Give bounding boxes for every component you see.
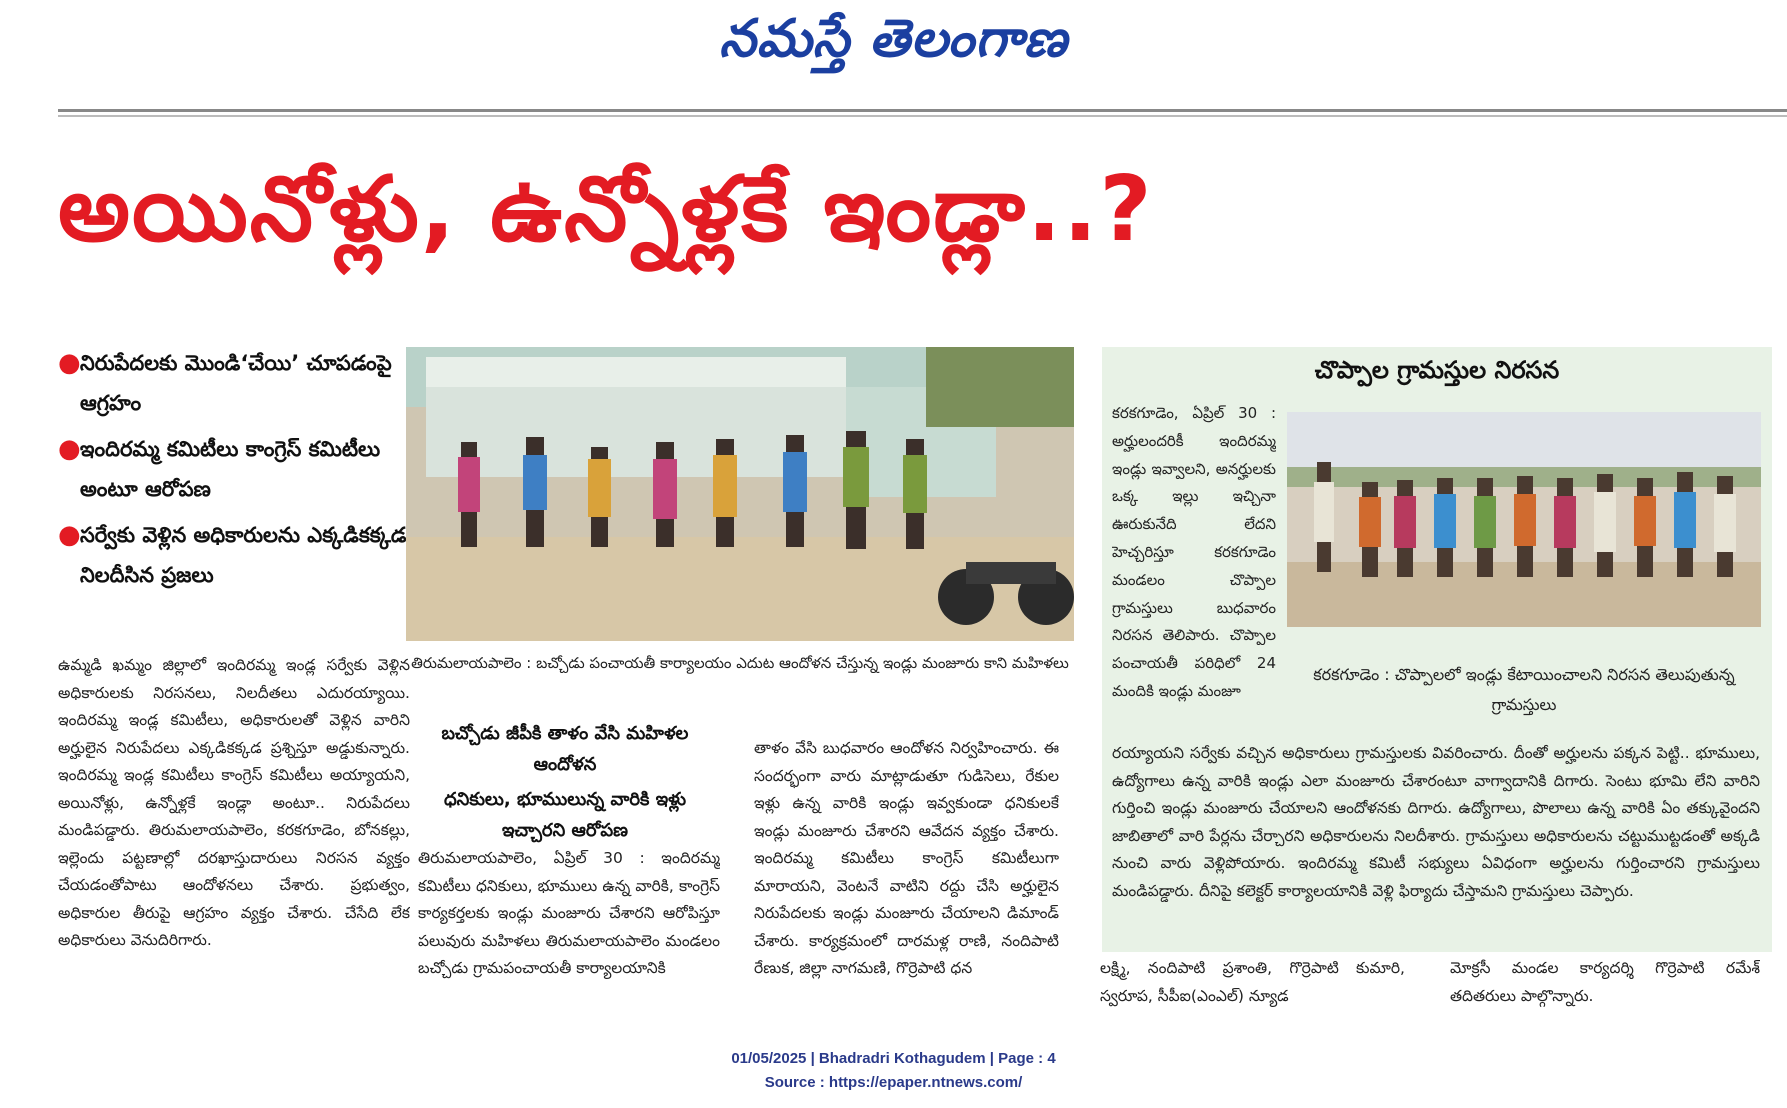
highlight-item — [58, 429, 408, 509]
story1-subhead: బచ్చోడు జీపీకి తాళం వేసి మహిళల ఆందోళన — [441, 723, 689, 775]
footer — [0, 1047, 1787, 1095]
story1-body-col4: మోక్రసీ మండల కార్యదర్శి గొర్రెపాటి రమేశ్ తదితరులు పాల్గొన్నారు. — [1450, 959, 1760, 1005]
highlight-text: సర్వేకు వెళ్లిన అధికారులను ఎక్కడికక్కడ నిలదీసిన ప్రజలు — [80, 523, 407, 587]
highlights-list — [58, 343, 408, 601]
story2-body-bottom: రయ్యాయని సర్వేకు వచ్చిన అధికారులు గ్రామస్తులకు వివరించారు. దీంతో అర్హులను పక్కన పెట్టి.. భూములు, ఉద్యోగాలు ఉన్న వారికి ఇండ్లు ఎలా మంజూరు చేశారంటూ వాగ్వాదానికి దిగారు. సెంటు భూమి లేని వారిని గుర్తించి ఇండ్లు మంజూరు చేయాలని ఆందోళనకు దిగారు. ఉద్యోగాలు, పొలాలు ఉన్న వారికి ఏం తక్కువైందని జాబితాలో వారి పేర్లను చేర్చారని అధికారులను నిలదీశారు. గ్రామస్తులు అధికారులను చట్టుముట్టడంతో అక్కడి నుంచి వారు వెళ్లిపోయారు. ఇందిరమ్మ కమిటీ సభ్యులు ఏవిధంగా అర్హులను గుర్తించారని గ్రామస్తులు మండిపడ్డారు. దీనిపై కలెక్టర్ కార్యాలయానికి వెళ్లి ఫిర్యాదు చేస్తామని గ్రామస్తులు చెప్పారు. — [1112, 744, 1760, 900]
masthead: నమస్తే తెలంగాణ — [719, 8, 1068, 69]
footer-date-edition: 01/05/2025 | Bhadradri Kothagudem | Page : 4 — [731, 1050, 1056, 1067]
photo-protest-bachodu — [406, 347, 1074, 641]
photo1-caption: తిరుమలాయపాలెం : బచ్చోడు పంచాయతీ కార్యాలయం ఎదుట ఆందోళన చేస్తున్న ఇండ్లు మంజూరు కాని మహిళలు — [411, 654, 1069, 672]
story1-body-col1: తిరుమలాయపాలెం, ఏప్రిల్ 30 : ఇందిరమ్మ కమిటీలు ధనికులు, భూములు ఉన్న వారికి, కాంగ్రెస్ కార్యకర్తలకు ఇండ్లు మంజూరు చేశారని ఆరోపిస్తూ పలువురు మహిళలు తిరుమలాయపాలెం మండలం బచ్చోడు గ్రామపంచాయతీ కార్యాలయానికి — [418, 849, 720, 977]
headline: అయినోళ్లు, ఉన్నోళ్లకే ఇండ్లా..? — [58, 157, 1154, 262]
highlight-item — [58, 343, 408, 423]
masthead-rule-thin — [58, 115, 1787, 117]
story2-title: చొప్పాల గ్రామస్తుల నిరసన — [1314, 356, 1560, 384]
bullet-dot-icon: ● — [58, 434, 81, 464]
story1-subhead-2: ధనికులు, భూములున్న వారికి ఇళ్లు ఇచ్చారని ఆరోపణ — [443, 789, 687, 841]
bullet-dot-icon: ● — [58, 520, 81, 550]
story1-body-col3: లక్ష్మి, నందిపాటి ప్రశాంతి, గొర్రెపాటి కుమారి, స్వరూప, సీపీఐ(ఎంఎల్) న్యూడ — [1100, 959, 1405, 1005]
photo2-caption: కరకగూడెం : చొప్పాలలో ఇండ్లు కేటాయించాలని నిరసన తెలుపుతున్న గ్రామస్తులు — [1313, 665, 1735, 714]
masthead-rule — [58, 109, 1787, 112]
story1-body-col2: తాళం వేసి బుధవారం ఆందోళన నిర్వహించారు. ఈ సందర్భంగా వారు మాట్లాడుతూ గుడిసెలు, రేకుల ఇళ్లు ఉన్న వారికి ఇండ్లు ఇవ్వకుండా ధనికులకే ఇండ్లు మంజూరు చేశారని ఆవేదన వ్యక్తం చేశారు. ఇందిరమ్మ కమిటీలు కాంగ్రెస్ కమిటీలుగా మారాయని, వెంటనే వాటిని రద్దు చేసి అర్హులైన నిరుపేదలకు ఇండ్లు మంజూరు చేయాలని డిమాండ్ చేశారు. కార్యక్రమంలో దారమళ్ల రాణి, నందిపాటి రేణుక, జిల్లా నాగమణి, గొర్రెపాటి ధన — [754, 739, 1059, 977]
story2-body-top: కరకగూడెం, ఏప్రిల్ 30 : అర్హులందరికీ ఇందిరమ్మ ఇండ్లు ఇవ్వాలని, అనర్హులకు ఒక్క ఇల్లు ఇచ్చినా ఊరుకునేది లేదని హెచ్చరిస్తూ కరకగూడెం మండలం చొప్పాల గ్రామస్తులు బుధవారం నిరసన తెలిపారు. చొప్పాల పంచాయతీ పరిధిలో 24 మందికి ఇండ్లు మంజూ — [1112, 404, 1276, 700]
highlight-text: ఇందిరమ్మ కమిటీలు కాంగ్రెస్ కమిటీలు అంటూ ఆరోపణ — [80, 437, 381, 501]
footer-source: Source : https://epaper.ntnews.com/ — [764, 1074, 1023, 1091]
highlight-text: నిరుపేదలకు మొండి‘చేయి’ చూపడంపై ఆగ్రహం — [80, 351, 392, 415]
bullet-dot-icon: ● — [58, 348, 81, 378]
photo-protest-choppala — [1287, 412, 1761, 627]
highlight-item — [58, 515, 408, 595]
intro-text: ఉమ్మడి ఖమ్మం జిల్లాలో ఇందిరమ్మ ఇండ్ల సర్వేకు వెళ్లిన అధికారులకు నిరసనలు, నిలదీతలు ఎదురయ్యాయి. ఇందిరమ్మ ఇండ్ల కమిటీలు, అధికారులతో వెళ్లిన వారిని అర్హులైన నిరుపేదలు ఎక్కడికక్కడ ప్రశ్నిస్తూ అడ్డుకున్నారు. ఇందిరమ్మ ఇండ్ల కమిటీలు కాంగ్రెస్ కమిటీలు అయ్యాయని, అయినోళ్లు, ఉన్నోళ్లకే ఇండ్లా అంటూ.. నిరుపేదలు మండిపడ్డారు. తిరుమలాయపాలెం, కరకగూడెం, బోనకల్లు, ఇల్లెందు పట్టణాల్లో దరఖాస్తుదారులు నిరసన వ్యక్తం చేయడంతోపాటు ఆందోళనలు చేశారు. ప్రభుత్వం, అధికారుల తీరుపై ఆగ్రహం వ్యక్తం చేశారు. చేసేది లేక అధికారులు వెనుదిరిగారు. — [58, 656, 410, 949]
